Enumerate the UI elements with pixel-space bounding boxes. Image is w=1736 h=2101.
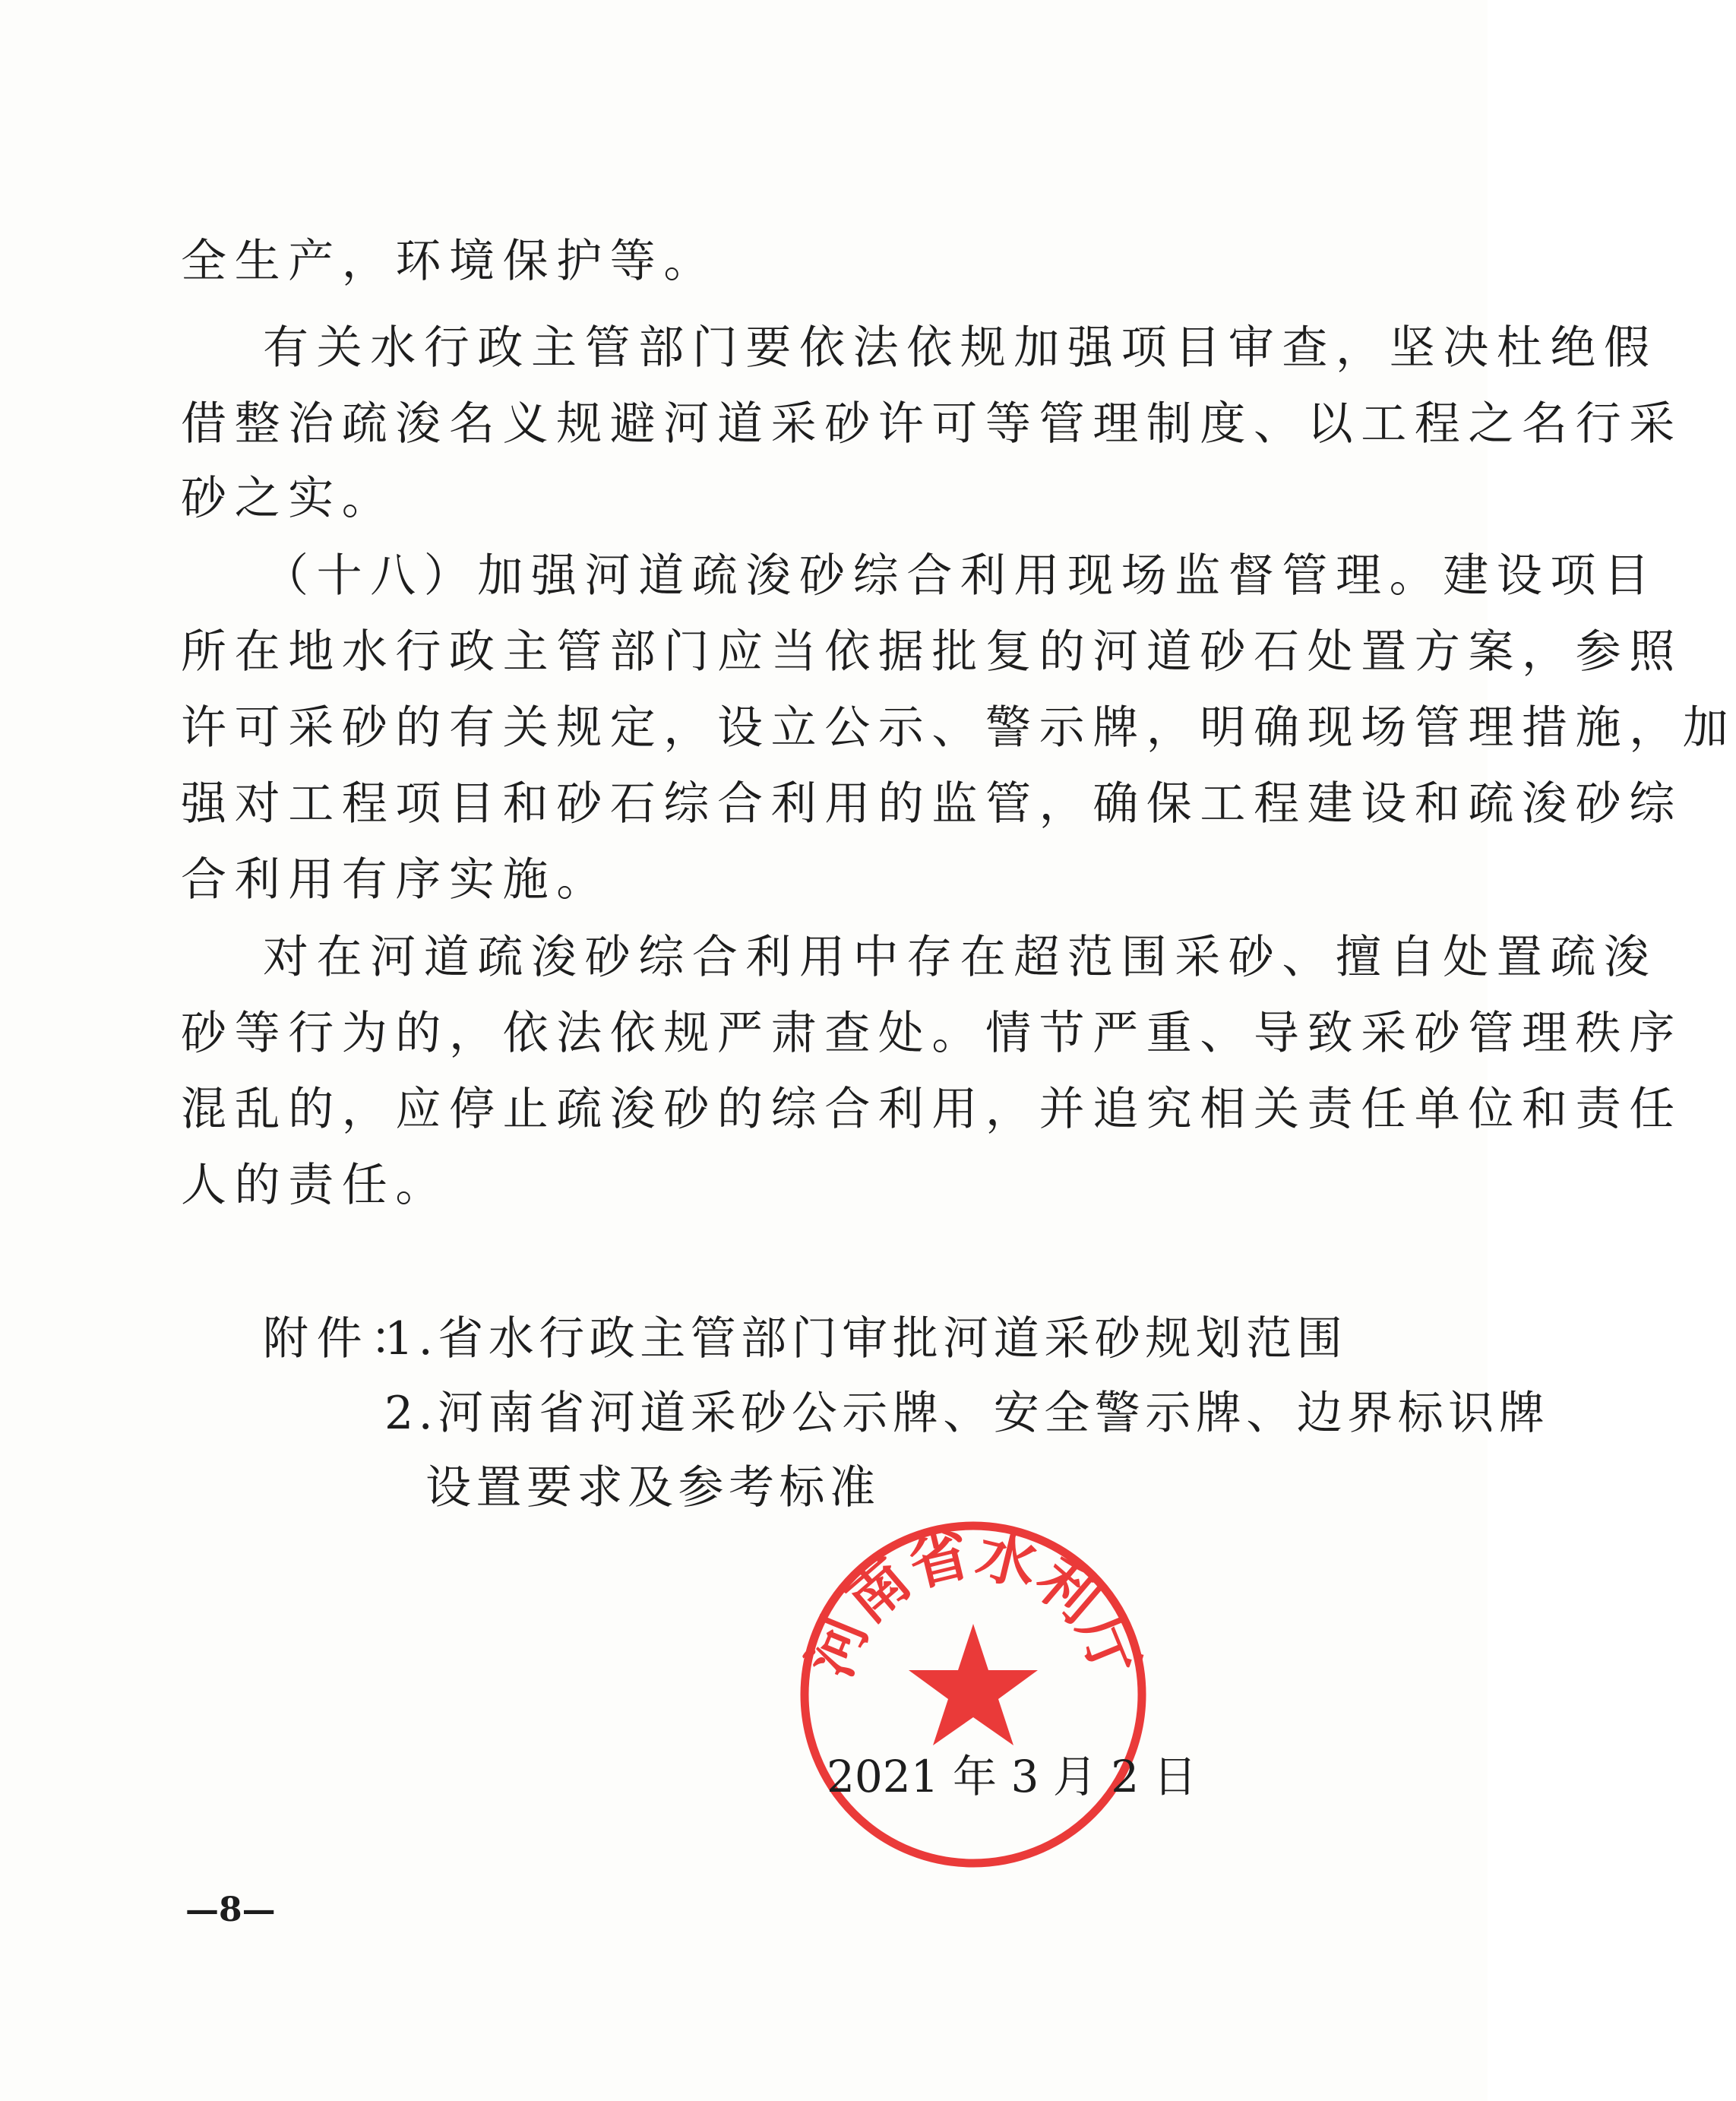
attachment-item-1: 1.省水行政主管部门审批河道采砂规划范围 (384, 1312, 1348, 1365)
paragraph-line: 对在河道疏浚砂综合利用中存在超范围采砂、擅自处置疏浚 (263, 931, 1658, 984)
date-year-unit: 年 (953, 1751, 998, 1802)
paragraph-line: 借整治疏浚名义规避河道采砂许可等管理制度、以工程之名行采 (181, 397, 1683, 451)
paragraph-line: 许可采砂的有关规定，设立公示、警示牌，明确现场管理措施，加 (181, 701, 1736, 755)
attachment-label: 附件： (263, 1312, 424, 1365)
paragraph-line: 全生产，环境保护等。 (181, 235, 717, 288)
date-month-unit: 月 (1052, 1751, 1097, 1802)
paragraph-line: 强对工程项目和砂石综合利用的监管，确保工程建设和疏浚砂综 (181, 777, 1683, 831)
paragraph-line: 混乱的，应停止疏浚砂的综合利用，并追究相关责任单位和责任 (181, 1083, 1683, 1136)
date-month: 3 (1010, 1751, 1039, 1802)
paragraph-line: 合利用有序实施。 (181, 853, 610, 907)
paragraph-line: 有关水行政主管部门要依法依规加强项目审查，坚决杜绝假 (263, 321, 1658, 375)
document-date (827, 1748, 1197, 1805)
paragraph-line: 人的责任。 (181, 1159, 449, 1212)
attachment-item-2: 2.河南省河道采砂公示牌、安全警示牌、边界标识牌 (384, 1387, 1550, 1440)
date-day: 2 (1111, 1751, 1140, 1802)
attachment-item-2-continued: 设置要求及参考标准 (425, 1461, 881, 1514)
date-year: 2021 (827, 1751, 939, 1802)
date-day-unit: 日 (1153, 1751, 1197, 1802)
seal-star-icon (909, 1624, 1038, 1745)
seal-text: 河南省水利厅 (795, 1518, 1152, 1687)
paragraph-line: 砂之实。 (181, 472, 396, 525)
paragraph-line: 砂等行为的，依法依规严肃查处。情节严重、导致采砂管理秩序 (181, 1007, 1683, 1060)
official-seal (795, 1516, 1152, 1873)
paragraph-line: （十八）加强河道疏浚砂综合利用现场监督管理。建设项目 (263, 549, 1658, 603)
page-number: —8— (185, 1891, 276, 1929)
paragraph-line: 所在地水行政主管部门应当依据批复的河道砂石处置方案，参照 (181, 625, 1683, 679)
